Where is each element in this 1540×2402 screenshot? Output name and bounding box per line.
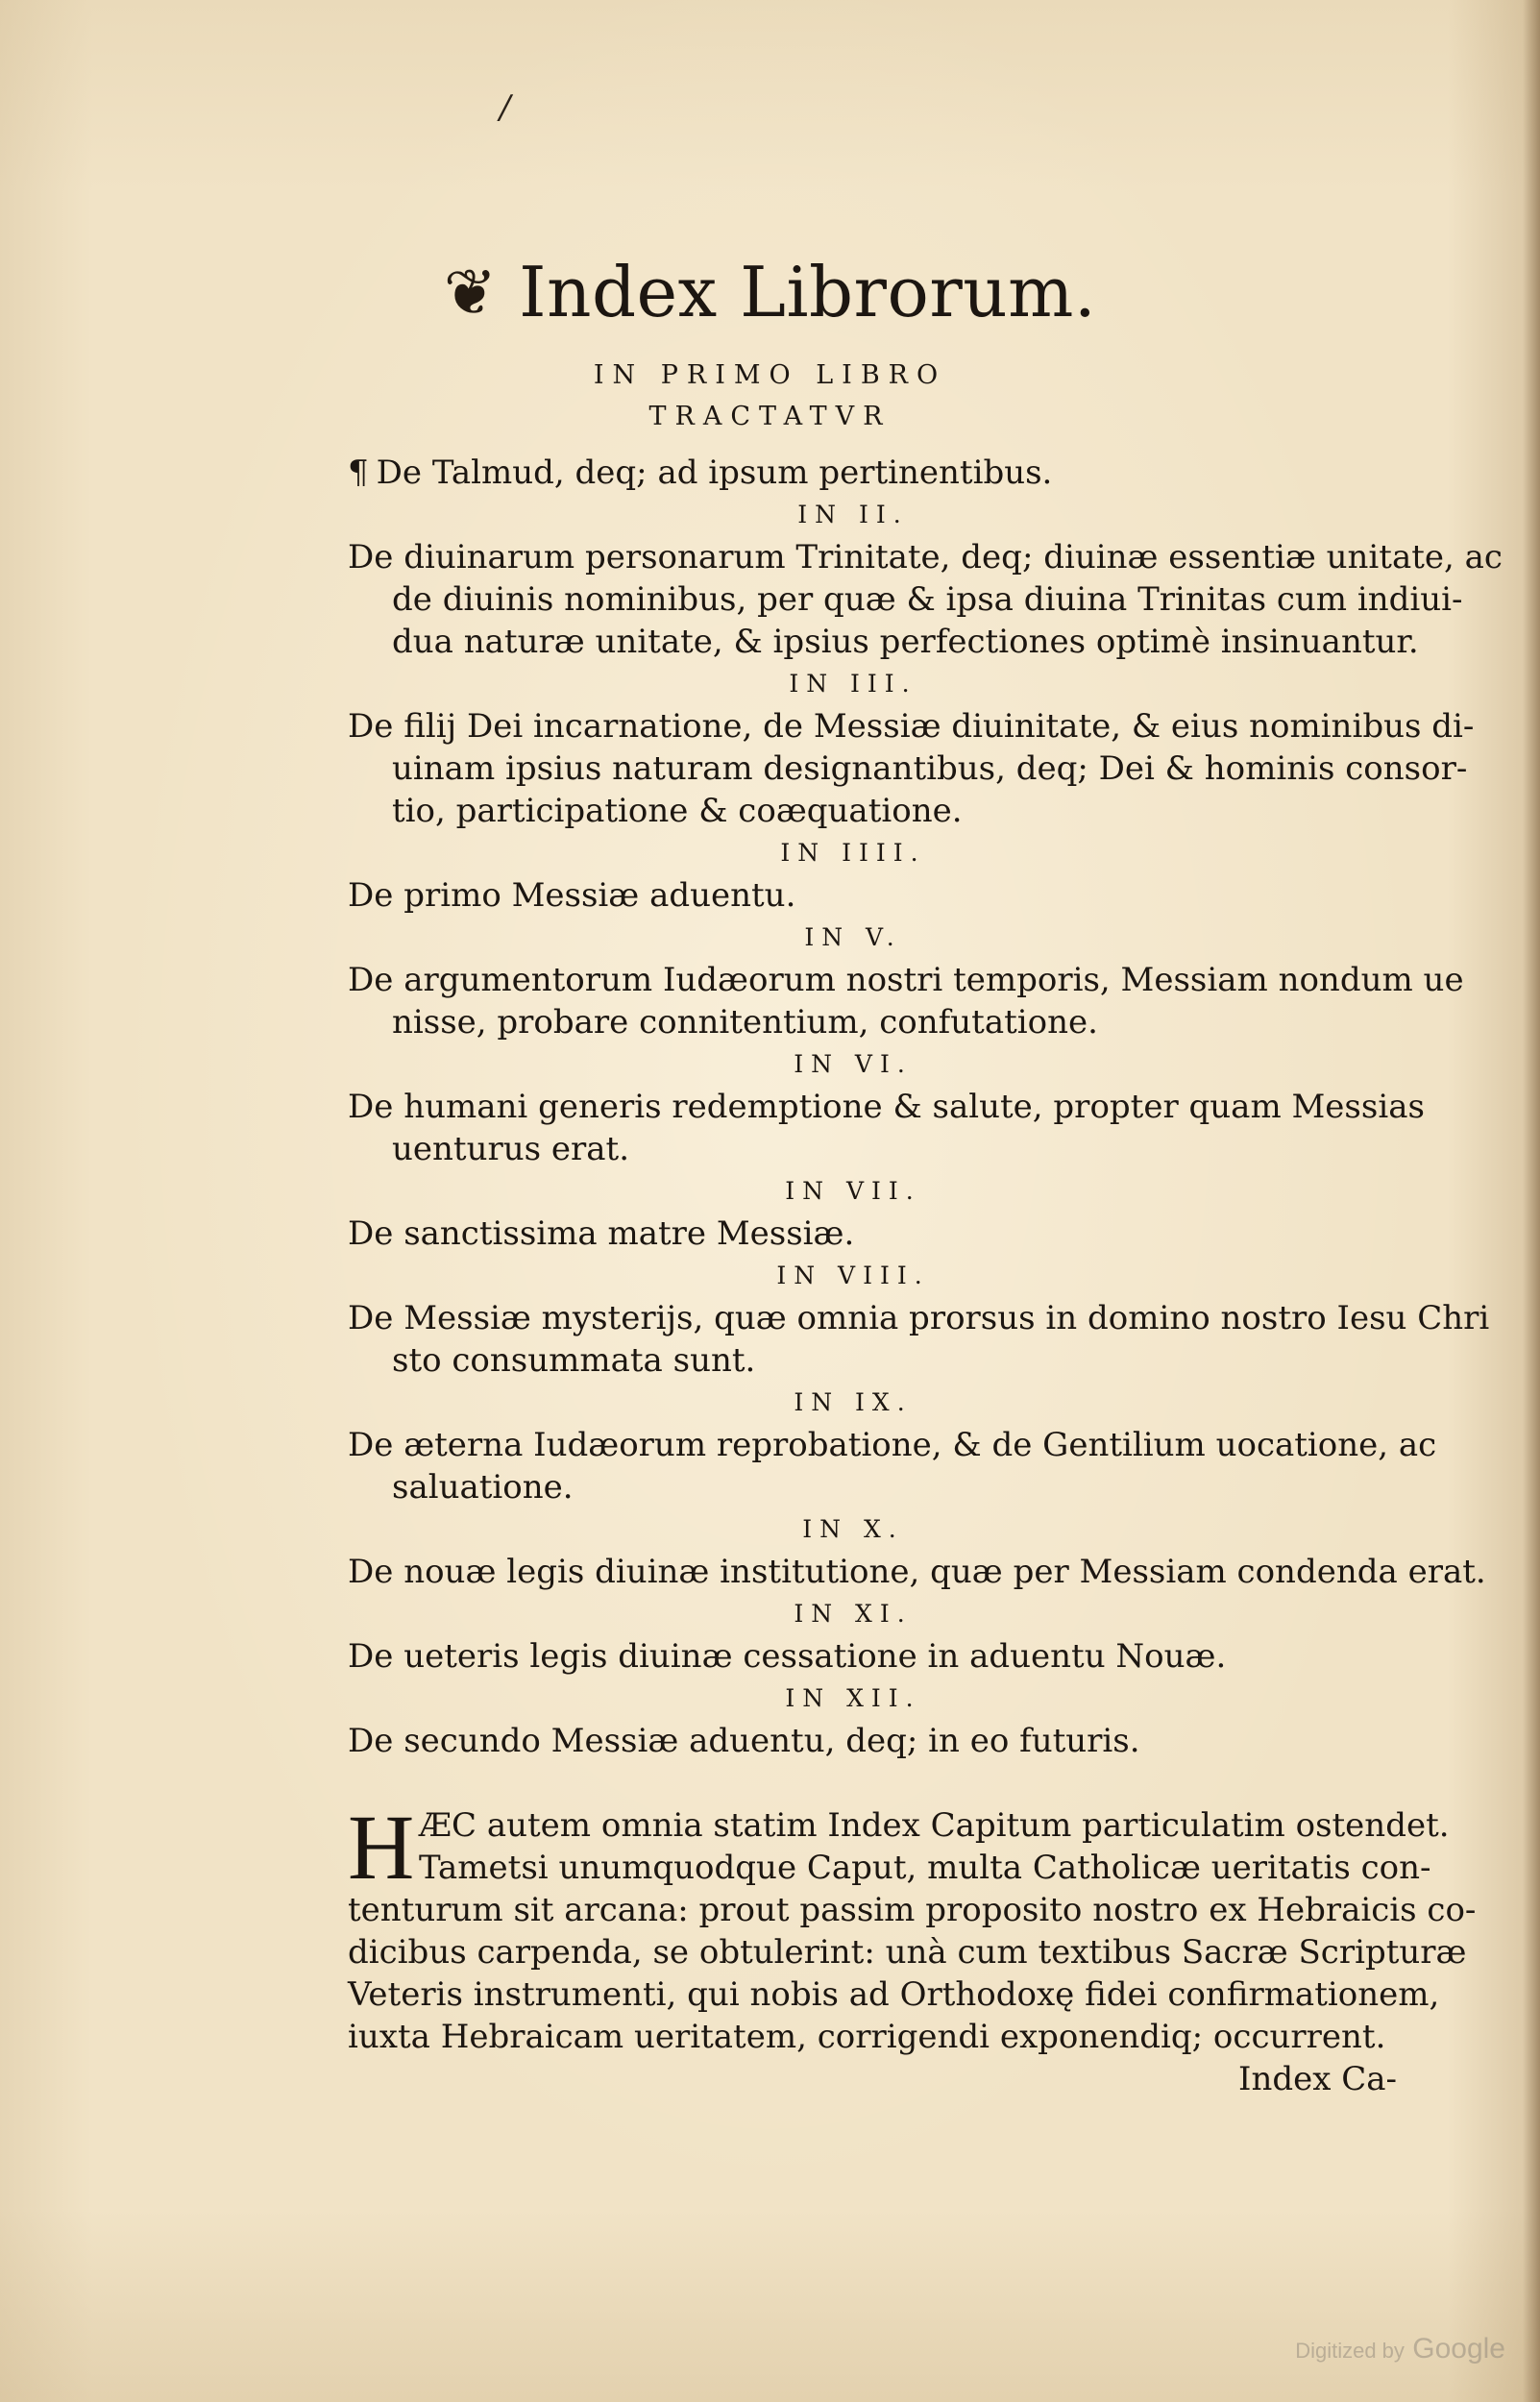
closing-line-4: dicibus carpenda, se obtulerint: unà cum textibus Sacræ Scripturæ (348, 1933, 1467, 1972)
subtitle-line-2: TRACTATVR (648, 402, 892, 431)
entry-6-line-2: uenturus erat. (392, 1130, 629, 1168)
catchword: Index Ca- (1238, 2060, 1397, 2098)
entry-9-line-2: saluatione. (392, 1468, 574, 1507)
closing-line-3: tenturum sit arcana: prout passim proposito nostro ex Hebraicis co- (348, 1891, 1477, 1929)
fleuron-icon: ❦ (443, 255, 498, 330)
book-label-11: IN XI. (794, 1600, 913, 1628)
entry-5-line-1: De argumentorum Iudæorum nostri temporis, Messiam nondum ue (348, 961, 1464, 999)
book-label-3: IN III. (789, 670, 917, 698)
entry-12-line-1: De secundo Messiæ aduentu, deq; in eo futuris. (348, 1722, 1140, 1760)
closing-line-5: Veteris instrumenti, qui nobis ad Orthodoxę fidei confirmationem, (348, 1975, 1440, 2014)
pilcrow-icon: ¶ (348, 453, 369, 492)
closing-line-1: H ÆC autem omnia statim Index Capitum particulatim ostendet. (348, 1796, 1450, 1899)
entry-10-line-1: De nouæ legis diuinæ institutione, quæ per Messiam condenda erat. (348, 1553, 1486, 1591)
digitized-watermark: Digitized by Google (1295, 2333, 1505, 2365)
google-logo: Google (1412, 2333, 1505, 2365)
subtitle-line-1: IN PRIMO LIBRO (593, 360, 947, 390)
entry-8-line-2: sto consummata sunt. (392, 1341, 756, 1380)
book-label-10: IN X. (802, 1515, 904, 1543)
closing-paragraph (348, 1796, 1477, 2100)
index-list (348, 452, 1503, 1762)
book-label-6: IN VI. (794, 1050, 913, 1078)
entry-1-line-1: ¶ De Talmud, deq; ad ipsum pertinentibus. (348, 453, 1053, 492)
book-label-4: IN IIII. (780, 839, 926, 867)
entry-3-line-3: tio, participatione & coæquatione. (392, 792, 963, 830)
entry-11-line-1: De ueteris legis diuinæ cessatione in aduentu Nouæ. (348, 1637, 1227, 1676)
book-label-5: IN V. (804, 923, 902, 951)
entry-6-line-1: De humani generis redemptione & salute, propter quam Messias (348, 1088, 1425, 1126)
book-label-7: IN VII. (785, 1177, 921, 1205)
entry-7-line-1: De sanctissima matre Messiæ. (348, 1214, 855, 1253)
drop-cap: H (348, 1796, 415, 1899)
page-title: Index Librorum. (519, 252, 1097, 332)
entry-2-line-1: De diuinarum personarum Trinitate, deq; diuinæ essentiæ unitate, ac (348, 538, 1503, 576)
entry-3-line-2: uinam ipsius naturam designantibus, deq; Dei & hominis consor- (392, 749, 1468, 788)
pen-mark: / (500, 88, 511, 127)
book-label-8: IN VIII. (776, 1262, 930, 1289)
entry-4-line-1: De primo Messiæ aduentu. (348, 876, 796, 915)
entry-2-line-3: dua naturæ unitate, & ipsius perfectiones optimè insinuantur. (392, 623, 1419, 661)
closing-line-6: iuxta Hebraicam ueritatem, corrigendi exponendiq; occurrent. (348, 2018, 1386, 2056)
page-header (0, 252, 1540, 332)
entry-3-line-1: De filij Dei incarnatione, de Messiæ diuinitate, & eius nominibus di- (348, 707, 1475, 746)
book-label-12: IN XII. (785, 1684, 921, 1712)
book-label-9: IN IX. (794, 1388, 913, 1416)
entry-8-line-1: De Messiæ mysterijs, quæ omnia prorsus in domino nostro Iesu Chri (348, 1299, 1490, 1337)
entry-5-line-2: nisse, probare connitentium, confutatione. (392, 1003, 1098, 1042)
book-label-2: IN II. (797, 501, 909, 528)
entry-2-line-2: de diuinis nominibus, per quæ & ipsa diuina Trinitas cum indiui- (392, 580, 1463, 619)
entry-9-line-1: De æterna Iudæorum reprobatione, & de Gentilium uocatione, ac (348, 1426, 1437, 1464)
closing-line-2: Tametsi unumquodque Caput, multa Catholicæ ueritatis con- (419, 1849, 1431, 1887)
